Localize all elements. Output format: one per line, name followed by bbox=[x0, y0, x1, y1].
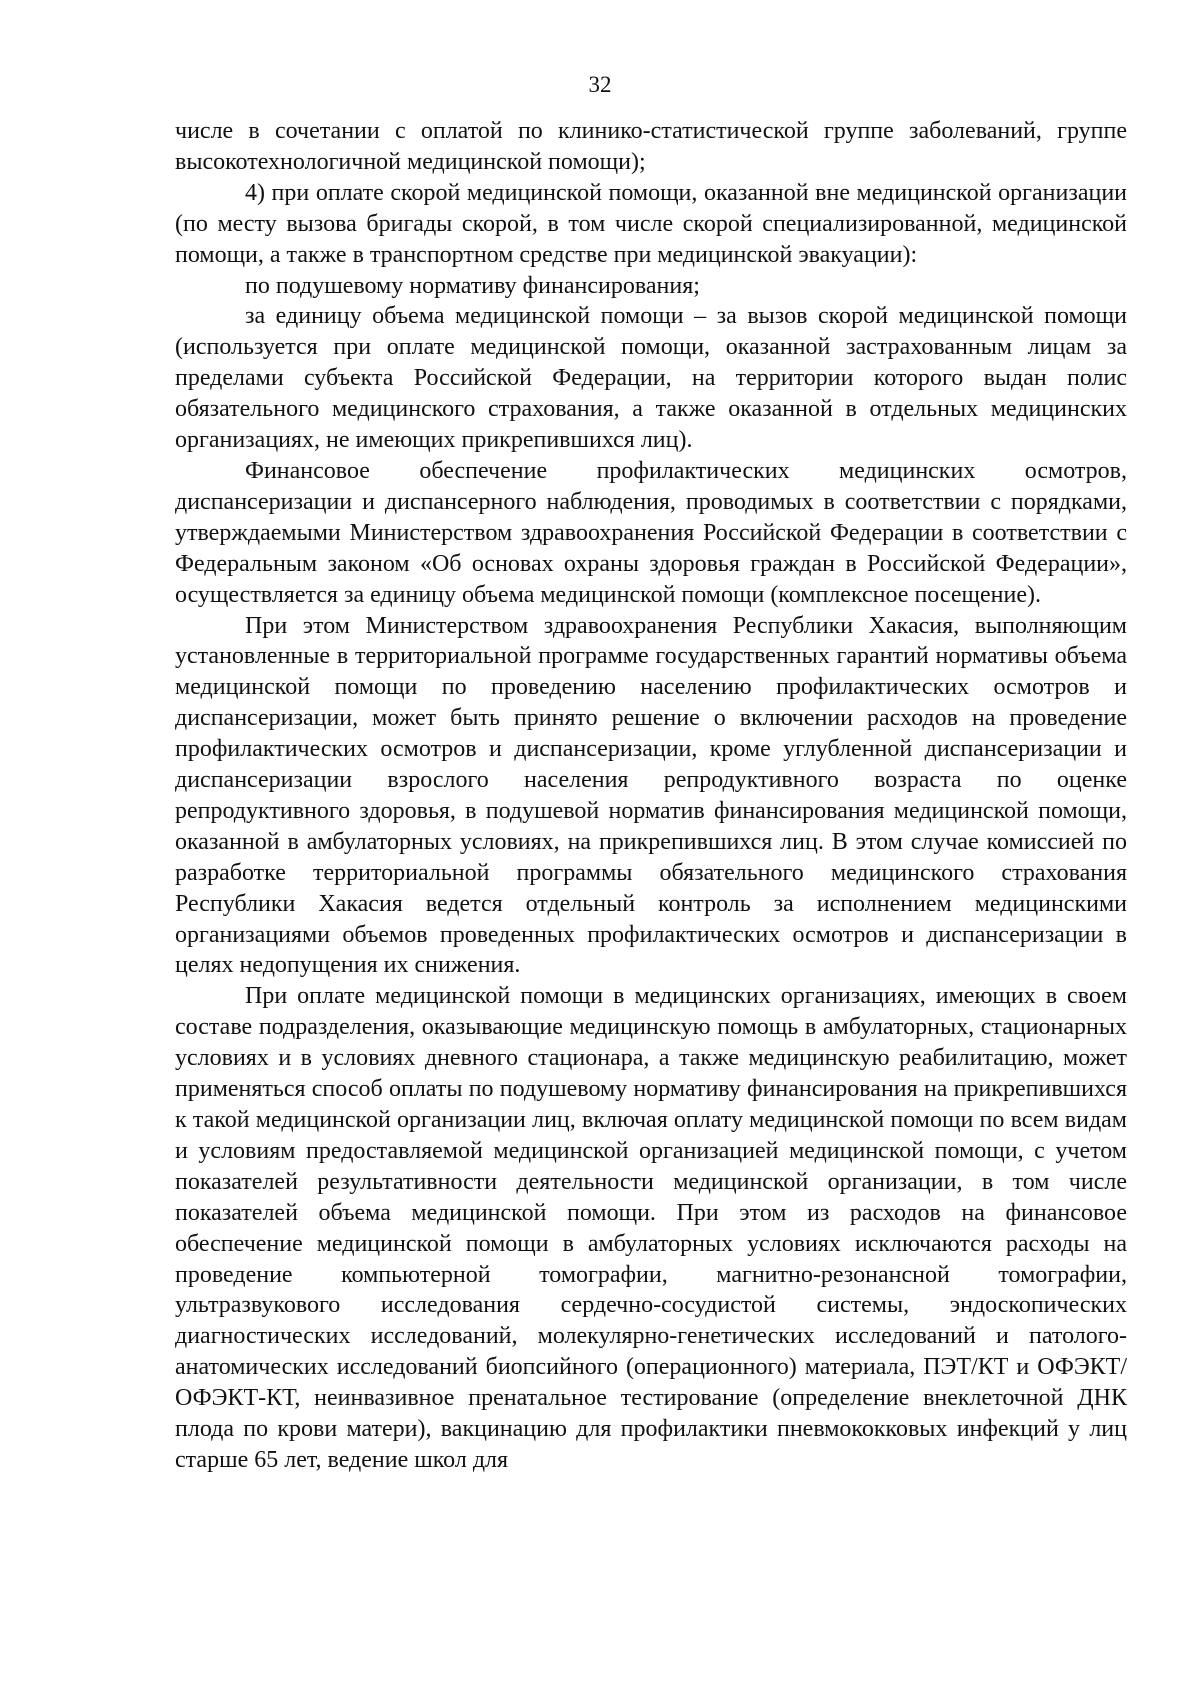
paragraph-combined-payment: При оплате медицинской помощи в медицинских организациях, имеющих в своем составе подразделения, оказывающие медицинскую помощь в амбулаторных, стационарных условиях и в условиях дневного стационара, а также медицинскую реабилитацию, может применяться способ оплаты по подушевому нормативу финансирования на прикрепившихся к такой медицинской организации лиц, включая оплату медицинской помощи по всем видам и условиям предоставляемой медицинской организацией медицинской помощи, с учетом показателей результативности деятельности медицинской организации, в том числе показателей объема медицинской помощи. При этом из расходов на финансовое обеспечение медицинской помощи в амбулаторных условиях исключаются расходы на проведение компьютерной томографии, магнитно-резонансной томографии, ультразвукового исследования сердечно-сосудистой системы, эндоскопических диагностических исследований, молекулярно-генетических исследований и патолого-анатомических исследований биопсийного (операционного) материала, ПЭТ/КТ и ОФЭКТ/ОФЭКТ-КТ, неинвазивное пренатальное тестирование (определение внеклеточной ДНК плода по крови матери), вакцинацию для профилактики пневмококковых инфекций у лиц старше 65 лет, ведение школ для bbox=[175, 983, 1127, 1473]
paragraph-per-capita-norm: по подушевому нормативу финансирования; bbox=[245, 272, 700, 299]
page-number: 32 bbox=[588, 72, 612, 97]
paragraph-continuation: числе в сочетании с оплатой по клинико-статистической группе заболеваний, группе высокотехнологичной медицинской помощи); bbox=[175, 118, 1127, 175]
paragraph-per-unit-volume: за единицу объема медицинской помощи – за вызов скорой медицинской помощи (используется при оплате медицинской помощи, оказанной застрахованным лицам за пределами субъекта Российской Федерации, на территории которого выдан полис обязательного медицинского страхования, а также оказанной в отдельных медицинских организациях, не имеющих прикрепившихся лиц). bbox=[175, 303, 1127, 454]
paragraph-emergency-care-payment: 4) при оплате скорой медицинской помощи, оказанной вне медицинской организации (по месту вызова бригады скорой, в том числе скорой специализированной, медицинской помощи, а также в транспортном средстве при медицинской эвакуации): bbox=[175, 179, 1127, 268]
paragraph-ministry-decision: При этом Министерством здравоохранения Республики Хакасия, выполняющим установленные в территориальной программе государственных гарантий нормативы объема медицинской помощи по проведению населению профилактических осмотров и диспансеризации, может быть принято решение о включении расходов на проведение профилактических осмотров и диспансеризации, кроме углубленной диспансеризации и диспансеризации взрослого населения репродуктивного возраста по оценке репродуктивного здоровья, в подушевой норматив финансирования медицинской помощи, оказанной в амбулаторных условиях, на прикрепившихся лиц. В этом случае комиссией по разработке территориальной программы обязательного медицинского страхования Республики Хакасия ведется отдельный контроль за исполнением медицинскими организациями объемов проведенных профилактических осмотров и диспансеризации в целях недопущения их снижения. bbox=[175, 612, 1127, 979]
paragraph-preventive-financing: Финансовое обеспечение профилактических медицинских осмотров, диспансеризации и диспансерного наблюдения, проводимых в соответствии с порядками, утверждаемыми Министерством здравоохранения Российской Федерации в соответствии с Федеральным законом «Об основах охраны здоровья граждан в Российской Федерации», осуществляется за единицу объема медицинской помощи (комплексное посещение). bbox=[175, 457, 1127, 608]
document-body bbox=[175, 116, 1127, 1476]
